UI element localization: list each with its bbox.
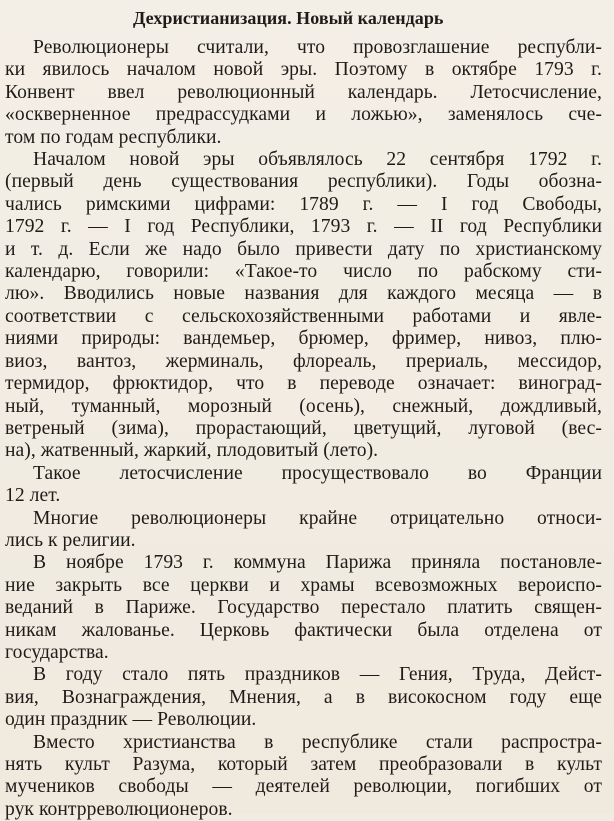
text-line: вия, Вознаграждения, Мнения, а в високосном году еще — [5, 686, 602, 708]
text-line: В году стало пять праздников — Гения, Труда, Дейст- — [33, 664, 602, 686]
text-line: (первый день существования республики). Годы обозна- — [5, 171, 602, 193]
text-line: ный, туманный, морозный (осень), снежный, дождливый, — [5, 395, 602, 417]
text-line: один праздник — Революции. — [5, 709, 257, 731]
article-body — [5, 37, 602, 821]
text-line: на), жатвенный, жаркий, плодовитый (лето). — [5, 440, 379, 462]
text-line: ниями природы: вандемьер, брюмер, фример, нивоз, плю- — [5, 328, 602, 350]
text-line: календарю, говорили: «Такое-то число по рабскому сти- — [5, 261, 602, 283]
text-line: ние закрыть все церкви и храмы всевозможных вероиспо- — [5, 574, 602, 596]
text-line: Революционеры считали, что провозглашение республи- — [33, 37, 602, 58]
paragraph — [5, 149, 602, 463]
paragraph — [5, 732, 602, 821]
text-line: лись к религии. — [5, 529, 136, 551]
text-line: чались римскими цифрами: 1789 г. — I год Свободы, — [5, 193, 602, 215]
text-line: нять культ Разума, который затем преобразовали в культ — [5, 754, 602, 775]
text-line: и т. д. Если же надо было привести дату по христианскому — [5, 238, 602, 260]
text-line: ки явилось началом новой эры. Поэтому в октябре 1793 г. — [5, 59, 602, 81]
text-line: ветреный (зима), прорастающий, цветущий, луговой (вес- — [5, 417, 602, 439]
text-line: Вместо христианства в республике стали распростра- — [33, 731, 602, 753]
text-line: мучеников свободы — деятелей революции, погибших от — [5, 776, 602, 798]
text-line: государства. — [5, 641, 109, 663]
text-line: Конвент ввел революционный календарь. Летосчисление, — [5, 81, 602, 103]
paragraph — [5, 552, 602, 664]
text-line: В ноябре 1793 г. коммуна Парижа приняла постановле- — [33, 552, 602, 574]
paragraph — [5, 463, 602, 508]
section-title: Дехристианизация. Новый календарь — [133, 8, 444, 28]
text-line: «оскверненное предрассудками и ложью», заменялось сче- — [5, 104, 602, 126]
paragraph — [5, 37, 602, 149]
text-line: веданий в Париже. Государство перестало платить священ- — [5, 597, 602, 619]
text-line: 12 лет. — [5, 485, 61, 507]
text-line: Такое летосчисление просуществовало во Франции — [33, 462, 602, 484]
text-line: 1792 г. — I год Республики, 1793 г. — II год Республики — [5, 216, 602, 238]
text-line: термидор, фрюктидор, что в переводе означает: виноград- — [5, 373, 602, 395]
text-line: соответствии с сельскохозяйственными работами и явле- — [5, 305, 602, 327]
text-line: никам жалованье. Церковь фактически была отделена от — [5, 619, 602, 641]
text-line: Началом новой эры объявлялось 22 сентября 1792 г. — [33, 149, 602, 171]
text-line: рук контрреволюционеров. — [5, 798, 233, 820]
text-line: виоз, вантоз, жерминаль, флореаль, прериаль, мессидор, — [5, 350, 602, 372]
text-line: том по годам республики. — [5, 126, 222, 148]
text-line: Многие революционеры крайне отрицательно относи- — [33, 507, 602, 529]
paragraph — [5, 664, 602, 731]
paragraph — [5, 508, 602, 553]
text-line: лю». Вводились новые названия для каждого месяца — в — [5, 283, 602, 305]
